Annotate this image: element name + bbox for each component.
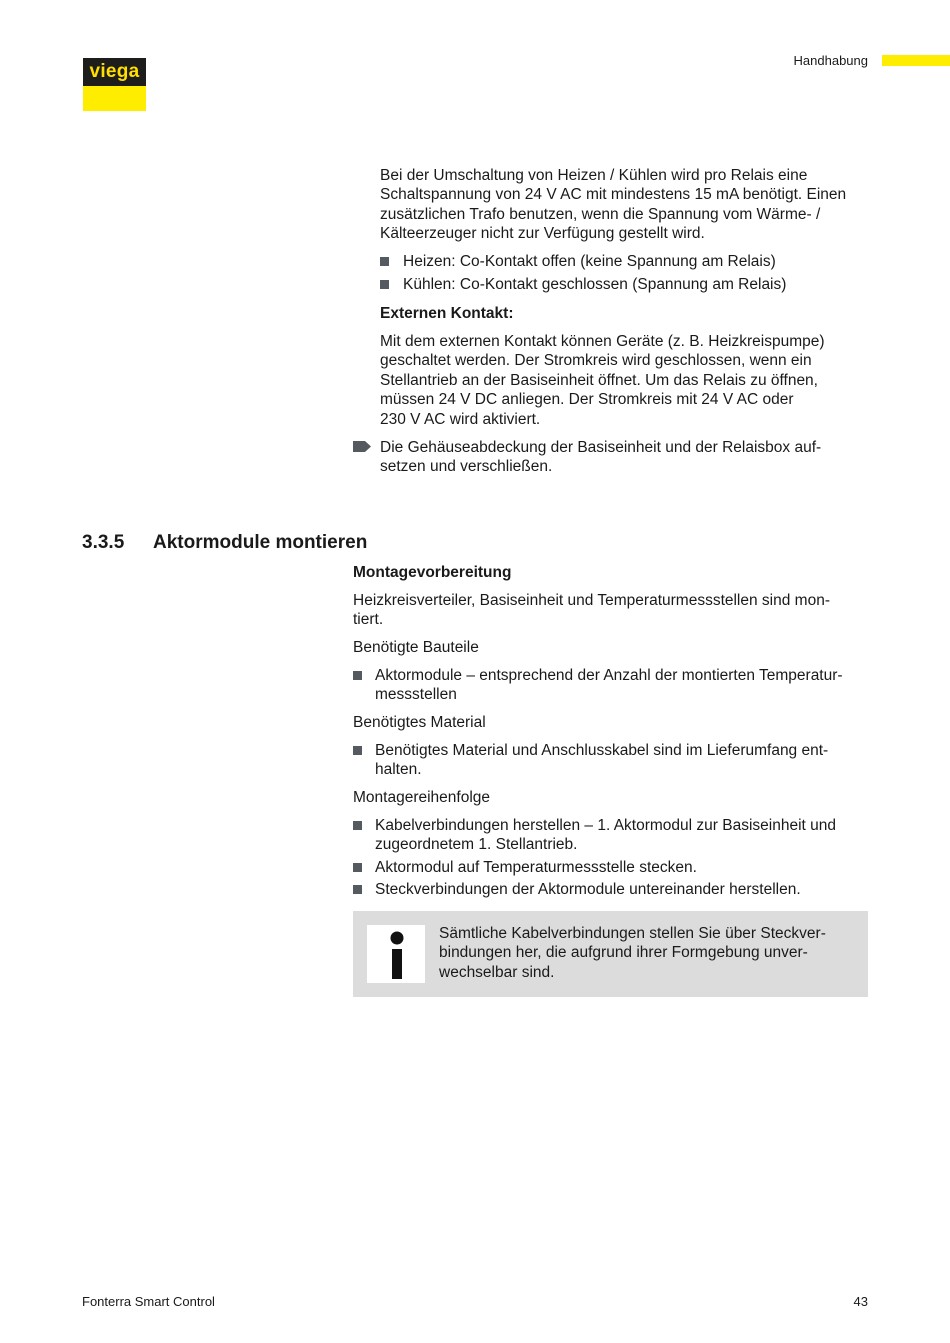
parts-heading: Benötigte Bauteile — [353, 639, 479, 656]
logo-text: viega — [83, 58, 146, 86]
order-list — [353, 816, 868, 900]
list-item: Kabelverbindungen herstellen – 1. Aktormodul zur Basiseinheit und zugeordnetem 1. Stellantrieb. — [353, 816, 868, 855]
list-item: Steckverbindungen der Aktormodule untereinander herstellen. — [353, 880, 868, 899]
square-bullet-icon — [353, 885, 362, 894]
info-icon — [367, 925, 425, 983]
relay-intro-paragraph: Bei der Umschaltung von Heizen / Kühlen wird pro Relais eine Schaltspannung von 24 V AC mit mindestens 15 mA benötigt. Einen zusätzlichen Trafo benutzen, wenn die Spannung vom Wärme- / Kälteerzeuger nicht zur Verfügung gestellt wird. — [380, 167, 847, 243]
list-item: Benötigtes Material und Anschlusskabel sind im Lieferumfang ent- halten. — [353, 741, 868, 780]
external-contact-paragraph: Mit dem externen Kontakt können Geräte (z. B. Heizkreispumpe) geschaltet werden. Der Stromkreis wird geschlossen, wenn ein Stellantrieb an der Basiseinheit öffnet. Um das Relais zu öffnen, müssen 24 V DC anliegen. Der Stromkreis mit 24 V AC oder 230 V AC wird aktiviert. — [380, 333, 825, 428]
footer-page-number: 43 — [853, 1294, 868, 1309]
header-accent-bar — [882, 55, 950, 66]
order-heading: Montagereihenfolge — [353, 789, 491, 806]
square-bullet-icon — [380, 257, 389, 266]
footer-document-title: Fonterra Smart Control — [82, 1294, 215, 1309]
list-item: Aktormodul auf Temperaturmessstelle stecken. — [353, 858, 868, 877]
header-section-label: Handhabung — [793, 53, 868, 68]
square-bullet-icon — [353, 821, 362, 830]
list-item: Kühlen: Co-Kontakt geschlossen (Spannung am Relais) — [380, 275, 870, 294]
logo-yellow-band — [83, 86, 146, 111]
section-number: 3.3.5 — [82, 532, 125, 553]
prep-paragraph: Heizkreisverteiler, Basiseinheit und Temperaturmessstellen sind mon- tiert. — [353, 592, 830, 629]
action-step: Die Gehäuseabdeckung der Basiseinheit und der Relaisbox auf- setzen und verschließen. — [380, 439, 822, 476]
action-arrow-icon — [353, 441, 371, 452]
list-item: Heizen: Co-Kontakt offen (keine Spannung am Relais) — [380, 252, 870, 275]
square-bullet-icon — [353, 863, 362, 872]
relay-bullet-list — [380, 252, 870, 294]
square-bullet-icon — [353, 671, 362, 680]
external-contact-heading: Externen Kontakt: — [380, 305, 514, 322]
square-bullet-icon — [353, 746, 362, 755]
material-heading: Benötigtes Material — [353, 714, 486, 731]
info-box — [353, 911, 868, 997]
section-title: Aktormodule montieren — [153, 532, 368, 553]
prep-heading: Montagevorbereitung — [353, 564, 512, 581]
parts-list — [353, 666, 868, 705]
list-item: Aktormodule – entsprechend der Anzahl der montierten Temperatur- messstellen — [353, 666, 868, 705]
info-text: Sämtliche Kabelverbindungen stellen Sie über Steckver- bindungen her, die aufgrund ihrer Formgebung unver- wechselbar sind. — [439, 925, 826, 981]
material-list — [353, 741, 868, 780]
viega-logo — [83, 58, 146, 111]
square-bullet-icon — [380, 280, 389, 289]
